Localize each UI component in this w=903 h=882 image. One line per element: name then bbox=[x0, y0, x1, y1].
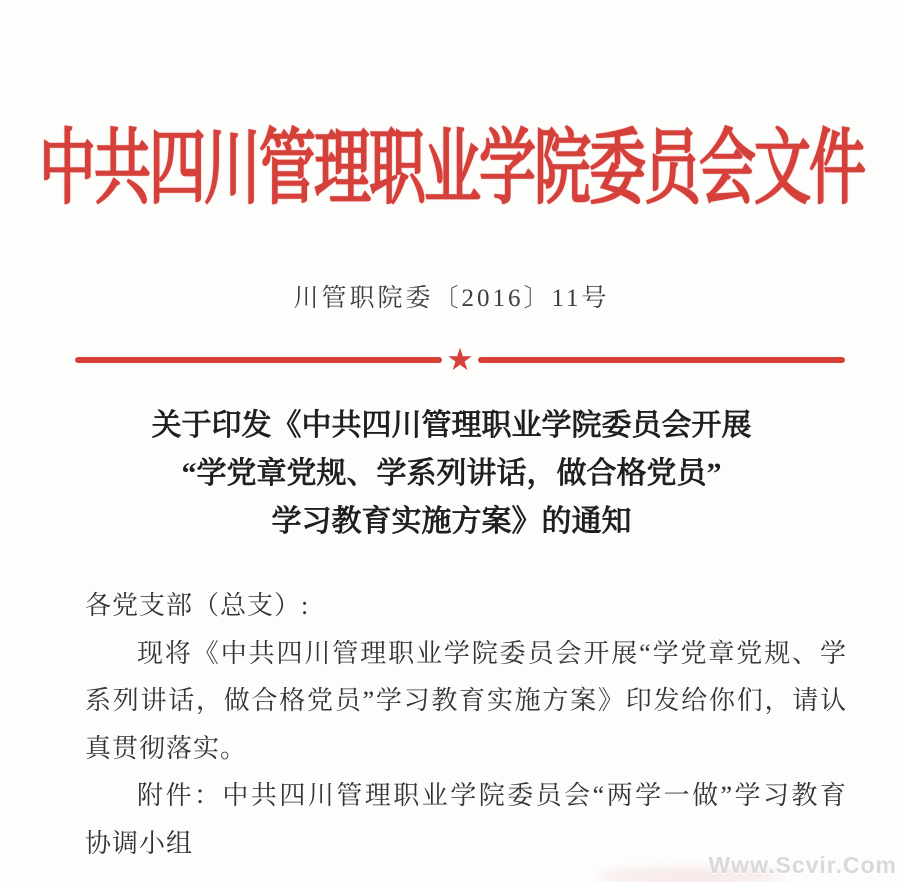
body-paragraph-line-1: 现将《中共四川管理职业学院委员会开展“学党章党规、学 bbox=[137, 638, 847, 668]
attachment-line-2: 协调小组 bbox=[85, 828, 194, 858]
document-body bbox=[85, 582, 847, 867]
subject-line-1: 关于印发《中共四川管理职业学院委员会开展 bbox=[151, 409, 752, 442]
red-divider bbox=[75, 342, 845, 377]
attachment-line-1: 附件：中共四川管理职业学院委员会“两学一做”学习教育 bbox=[137, 781, 847, 810]
watermark: Www.Scvir.Com bbox=[708, 852, 897, 878]
document-number: 川管职院委〔2016〕11号 bbox=[293, 285, 610, 312]
body-paragraph-line-2: 系列讲话，做合格党员”学习教育实施方案》印发给你们，请认 bbox=[85, 686, 847, 715]
subject-line-3: 学习教育实施方案》的通知 bbox=[271, 505, 632, 538]
divider-line-left bbox=[75, 357, 442, 363]
subject-line-2: “学党章党规、学系列讲话，做合格党员” bbox=[181, 457, 722, 490]
red-header-org-title: 中共四川管理职业学院委员会文件 bbox=[39, 123, 864, 215]
document-subject bbox=[0, 402, 903, 546]
body-paragraph-line-3: 真贯彻落实。 bbox=[85, 733, 248, 763]
star-icon: ★ bbox=[446, 342, 474, 377]
salutation: 各党支部（总支）: bbox=[85, 591, 310, 620]
divider-line-right bbox=[478, 357, 845, 363]
